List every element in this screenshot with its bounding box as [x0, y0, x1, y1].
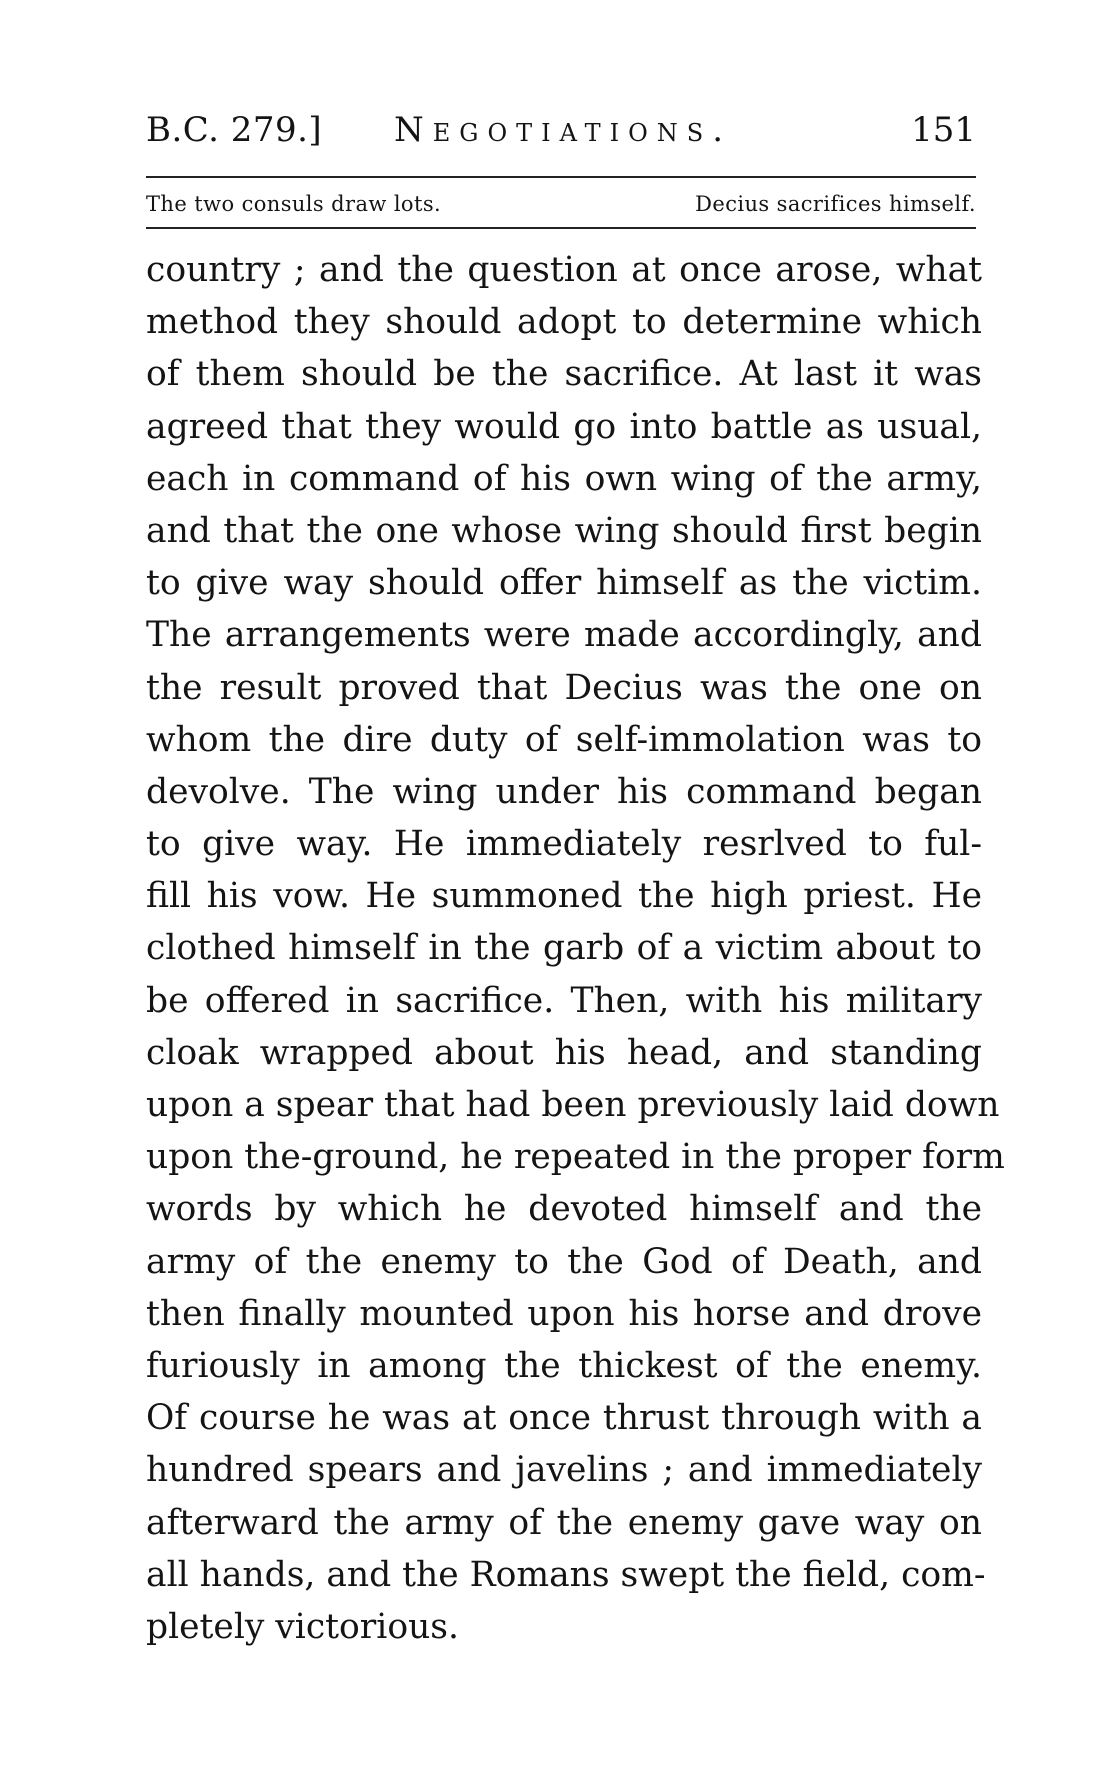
text-line: then finally mounted upon his horse and drove — [146, 1293, 982, 1334]
running-head-title: Negotiations. — [394, 110, 733, 150]
text-line: pletely victorious. — [146, 1606, 459, 1647]
text-line: whom the dire duty of self-immolation was to — [146, 719, 982, 760]
text-line: furiously in among the thickest of the enemy. — [146, 1345, 982, 1386]
text-line: hundred spears and javelins ; and immediately — [146, 1450, 982, 1491]
sidenote-right: Decius sacrifices himself. — [695, 192, 976, 216]
text-line: to give way. He immediately resrlved to ful- — [146, 824, 982, 865]
text-line: Of course he was at once thrust through with a — [146, 1398, 982, 1439]
text-line: upon a spear that had been previously laid down — [146, 1085, 1000, 1125]
header-rule-top — [146, 176, 976, 178]
text-line: all hands, and the Romans swept the field, com- — [146, 1554, 986, 1595]
text-line: and that the one whose wing should first begin — [146, 510, 982, 551]
text-line: to give way should offer himself as the victim. — [146, 563, 982, 604]
text-line: agreed that they would go into battle as usual, — [146, 406, 982, 447]
text-line: army of the enemy to the God of Death, and — [146, 1241, 982, 1282]
page-number: 151 — [911, 110, 976, 150]
text-line: the result proved that Decius was the one on — [146, 667, 982, 708]
text-line: fill his vow. He summoned the high priest. He — [146, 876, 982, 917]
text-line: words by which he devoted himself and the — [146, 1189, 982, 1230]
sidenote-left: The two consuls draw lots. — [146, 192, 442, 216]
text-line: afterward the army of the enemy gave way on — [146, 1502, 982, 1543]
text-line: devolve. The wing under his command began — [146, 771, 982, 812]
text-line: be offered in sacrifice. Then, with his military — [146, 980, 982, 1021]
header-rule-bottom — [146, 227, 976, 229]
text-line: each in command of his own wing of the army, — [146, 458, 982, 499]
text-line: clothed himself in the garb of a victim about to — [146, 928, 982, 969]
text-line: method they should adopt to determine which — [146, 302, 982, 343]
running-head-date: B.C. 279.] — [146, 110, 323, 150]
running-head — [146, 110, 976, 160]
text-line: of them should be the sacrifice. At last it was — [146, 354, 982, 395]
text-line: The arrangements were made accordingly, and — [146, 615, 982, 656]
text-line: country ; and the question at once arose, what — [146, 250, 982, 290]
body-text — [146, 244, 1005, 1653]
text-line: upon the-ground, he repeated in the proper form — [146, 1137, 1005, 1178]
text-line: cloak wrapped about his head, and standing — [146, 1032, 982, 1073]
